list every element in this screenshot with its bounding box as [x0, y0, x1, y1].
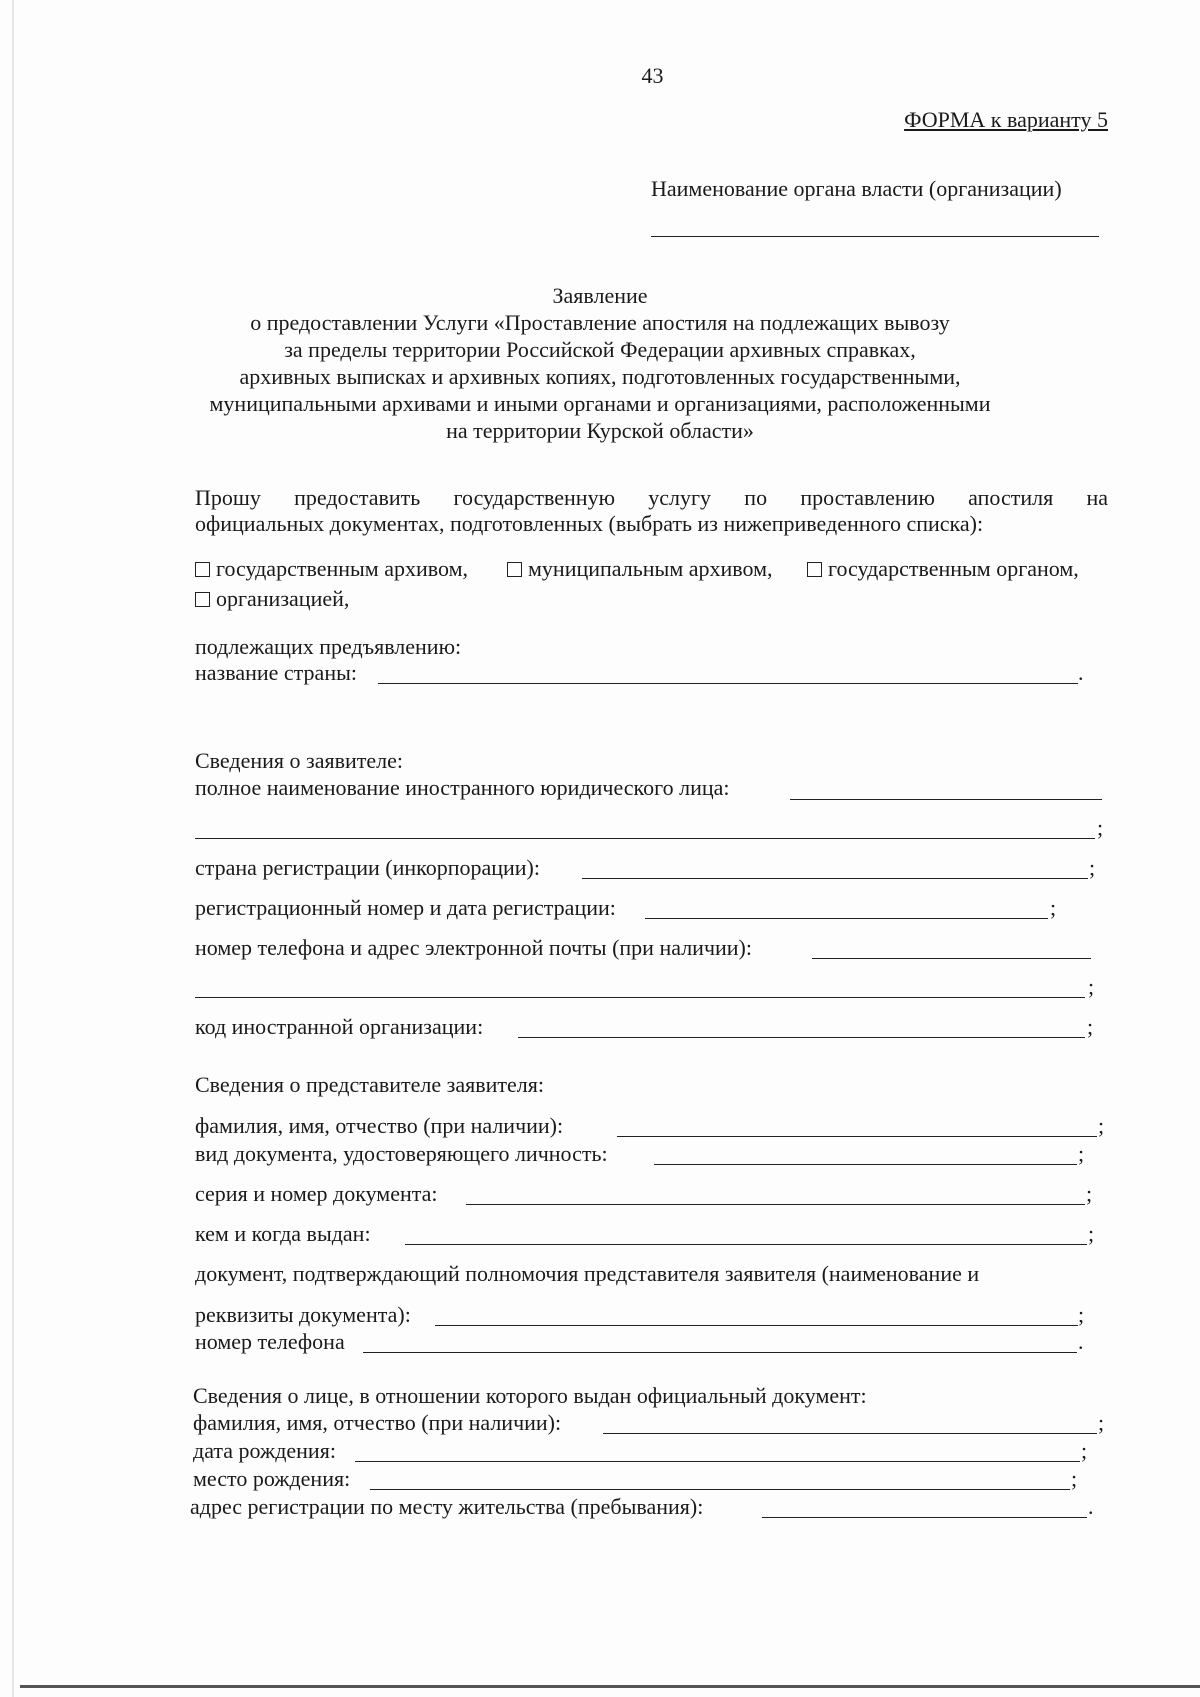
rep-issued-field[interactable]	[405, 1244, 1087, 1245]
applicant-contact-label: номер телефона и адрес электронной почты (при наличии):	[195, 935, 752, 960]
person-heading: Сведения о лице, в отношении которого выдан официальный документ:	[193, 1383, 867, 1408]
person-birth-date-end: ;	[1081, 1438, 1088, 1463]
person-fio-label: фамилия, имя, отчество (при наличии):	[193, 1410, 562, 1435]
applicant-code-field[interactable]	[518, 1037, 1085, 1038]
country-label: название страны:	[195, 660, 357, 685]
person-address-end: .	[1088, 1494, 1094, 1519]
rep-authority-doc-end: ;	[1078, 1302, 1085, 1327]
applicant-full-name-label: полное наименование иностранного юридического лица:	[195, 775, 730, 800]
applicant-contact-end: ;	[1088, 974, 1095, 999]
rep-authority-doc-label: реквизиты документа):	[195, 1302, 411, 1327]
applicant-full-name-field[interactable]	[790, 799, 1102, 800]
option-organization[interactable]	[195, 586, 349, 612]
checkbox[interactable]	[807, 562, 822, 577]
applicant-country-field[interactable]	[582, 878, 1088, 879]
rep-fio-field[interactable]	[617, 1136, 1097, 1137]
rep-doc-type-label: вид документа, удостоверяющего личность:	[195, 1141, 608, 1166]
person-address-field[interactable]	[762, 1517, 1087, 1518]
checkbox[interactable]	[195, 592, 210, 607]
applicant-reg-end: ;	[1050, 895, 1057, 920]
title-line: архивных выписках и архивных копиях, подготовленных государственными,	[239, 364, 961, 389]
representative-heading: Сведения о представителе заявителя:	[195, 1072, 544, 1097]
rep-authority-doc-field[interactable]	[435, 1325, 1078, 1326]
authority-name-field[interactable]	[651, 236, 1099, 237]
form-label: ФОРМА к варианту 5	[904, 107, 1108, 132]
rep-phone-label: номер телефона	[195, 1329, 345, 1354]
person-address-label: адрес регистрации по месту жительства (пребывания):	[190, 1494, 704, 1519]
title-line: на территории Курской области»	[446, 418, 754, 443]
applicant-code-end: ;	[1087, 1014, 1094, 1039]
applicant-contact-field-cont[interactable]	[195, 997, 1085, 998]
title-line: о предоставлении Услуги «Проставление апостиля на подлежащих вывозу	[250, 310, 950, 335]
person-birth-date-label: дата рождения:	[193, 1438, 336, 1463]
option-label: государственным архивом,	[216, 556, 469, 581]
option-label: муниципальным архивом,	[528, 556, 773, 581]
page-bottom-edge	[20, 1685, 1200, 1688]
person-birth-place-end: ;	[1071, 1466, 1078, 1491]
applicant-reg-field[interactable]	[645, 918, 1048, 919]
rep-series-label: серия и номер документа:	[195, 1181, 438, 1206]
title-line: за пределы территории Российской Федерации архивных справках,	[284, 337, 916, 362]
rep-doc-type-field[interactable]	[654, 1164, 1077, 1165]
person-fio-end: ;	[1098, 1410, 1105, 1435]
rep-issued-end: ;	[1088, 1221, 1095, 1246]
option-municipal-archive[interactable]	[507, 556, 773, 582]
page-left-edge	[12, 0, 14, 1697]
applicant-contact-field[interactable]	[812, 958, 1091, 959]
applicant-country-label: страна регистрации (инкорпорации):	[195, 855, 540, 880]
country-end: .	[1078, 660, 1084, 685]
applicant-full-name-end: ;	[1097, 815, 1104, 840]
option-label: государственным органом,	[828, 556, 1079, 581]
rep-fio-end: ;	[1098, 1113, 1105, 1138]
authority-name-label: Наименование органа власти (организации)	[651, 176, 1062, 201]
applicant-reg-label: регистрационный номер и дата регистрации:	[195, 895, 616, 920]
checkbox[interactable]	[195, 562, 210, 577]
rep-fio-label: фамилия, имя, отчество (при наличии):	[195, 1113, 564, 1138]
option-state-archive[interactable]	[195, 556, 468, 582]
page-number: 43	[641, 63, 664, 88]
applicant-full-name-field-cont[interactable]	[195, 838, 1095, 839]
person-birth-place-field[interactable]	[370, 1489, 1070, 1490]
document-title: Заявление	[552, 283, 648, 308]
option-state-body[interactable]	[807, 556, 1079, 582]
option-label: организацией,	[216, 586, 350, 611]
country-field[interactable]	[378, 683, 1078, 684]
country-heading: подлежащих предъявлению:	[195, 634, 462, 659]
rep-authority-doc-line: документ, подтверждающий полномочия представителя заявителя (наименование и	[195, 1261, 980, 1286]
person-birth-place-label: место рождения:	[193, 1466, 351, 1491]
rep-phone-end: .	[1078, 1329, 1084, 1354]
request-line: официальных документах, подготовленных (выбрать из нижеприведенного списка):	[195, 511, 984, 536]
applicant-heading: Сведения о заявителе:	[195, 748, 404, 773]
person-fio-field[interactable]	[603, 1433, 1097, 1434]
title-line: муниципальными архивами и иными органами и организациями, расположенными	[209, 391, 991, 416]
rep-issued-label: кем и когда выдан:	[195, 1221, 371, 1246]
checkbox[interactable]	[507, 562, 522, 577]
applicant-country-end: ;	[1089, 855, 1096, 880]
rep-doc-type-end: ;	[1078, 1141, 1085, 1166]
person-birth-date-field[interactable]	[355, 1461, 1080, 1462]
applicant-code-label: код иностранной организации:	[195, 1014, 484, 1039]
rep-phone-field[interactable]	[363, 1352, 1077, 1353]
rep-series-end: ;	[1086, 1181, 1093, 1206]
rep-series-field[interactable]	[466, 1204, 1085, 1205]
request-line: Прошу предоставить государственную услугу по проставлению апостиля на	[195, 485, 1108, 510]
